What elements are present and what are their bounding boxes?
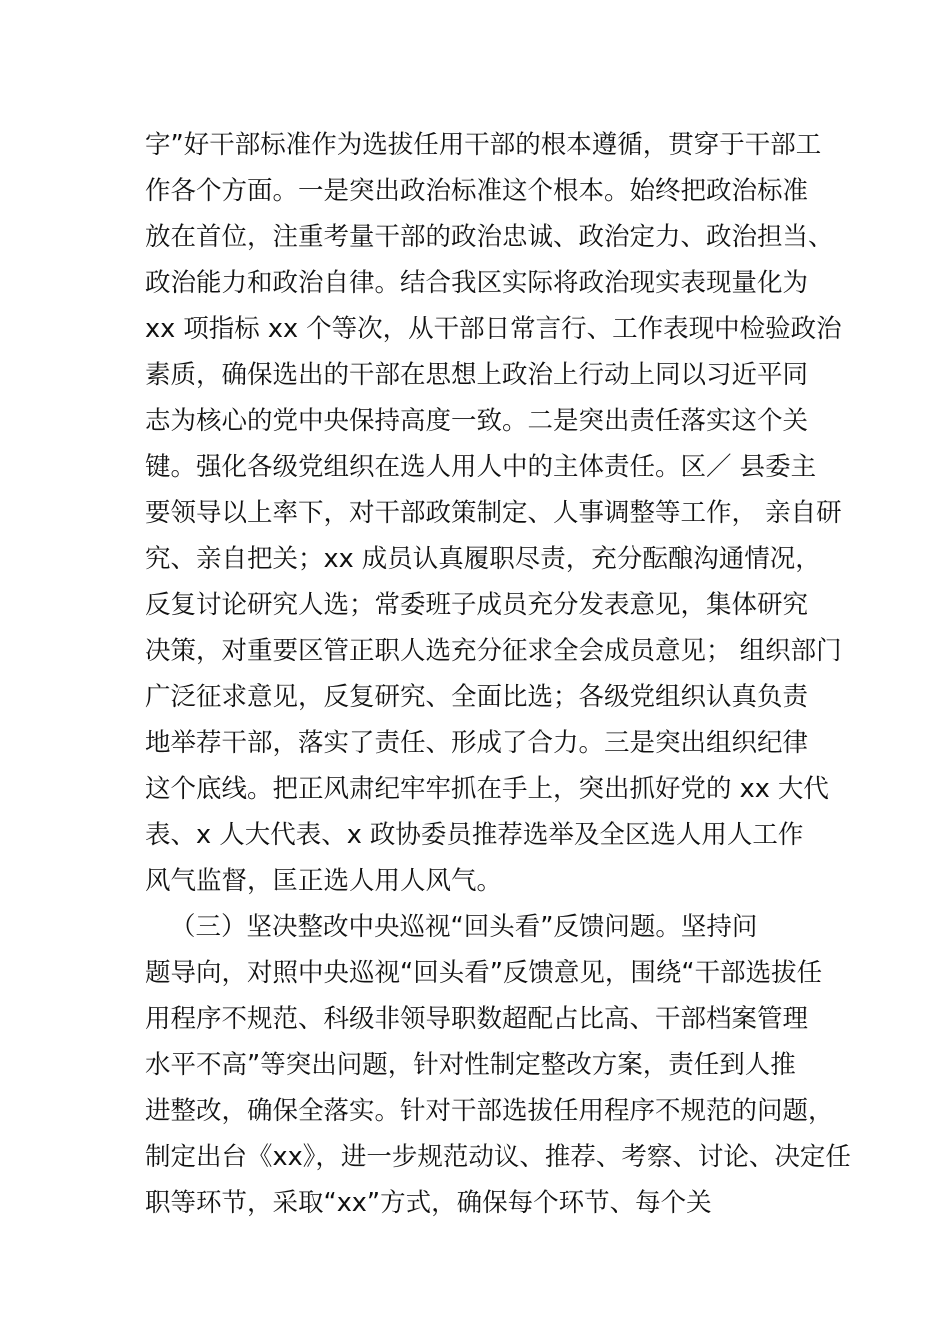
text-line: 放在首位，注重考量干部的政治忠诚、政治定力、政治担当、	[145, 222, 834, 252]
text-line: 键。强化各级党组织在选人用人中的主体责任。区／ 县委主	[145, 452, 817, 482]
text-line: 字”好干部标准作为选拔任用干部的根本遵循，贯穿于干部工	[145, 130, 822, 160]
text-line: 作各个方面。一是突出政治标准这个根本。始终把政治标准	[145, 176, 809, 206]
text-line: 进整改，确保全落实。针对干部选拔任用程序不规范的问题，	[145, 1096, 834, 1126]
text-line: 政治能力和政治自律。结合我区实际将政治现实表现量化为	[145, 268, 809, 298]
text-line: 志为核心的党中央保持高度一致。二是突出责任落实这个关	[145, 406, 809, 436]
text-line: xx 项指标 xx 个等次，从干部日常言行、工作表现中检验政治	[145, 314, 842, 344]
section-heading-line: （三）坚决整改中央巡视“回头看”反馈问题。坚持问	[170, 912, 758, 942]
text-line: 广泛征求意见，反复研究、全面比选；各级党组织认真负责	[145, 682, 809, 712]
text-line: 表、x 人大代表、x 政协委员推荐选举及全区选人用人工作	[145, 820, 804, 850]
text-line: 究、亲自把关；xx 成员认真履职尽责，充分酝酿沟通情况，	[145, 544, 821, 574]
text-line: 决策，对重要区管正职人选充分征求全会成员意见； 组织部门	[145, 636, 842, 666]
text-line: 要领导以上率下，对干部政策制定、人事调整等工作， 亲自研	[145, 498, 842, 528]
body-text	[145, 122, 851, 1226]
text-line: 用程序不规范、科级非领导职数超配占比高、干部档案管理	[145, 1004, 809, 1034]
text-line: 题导向，对照中央巡视“回头看”反馈意见，围绕“干部选拔任	[145, 958, 823, 988]
text-line: 这个底线。把正风肃纪牢牢抓在手上，突出抓好党的 xx 大代	[145, 774, 829, 804]
text-line: 风气监督，匡正选人用人风气。	[145, 866, 503, 896]
text-line: 地举荐干部，落实了责任、形成了合力。三是突出组织纪律	[145, 728, 809, 758]
text-line: 水平不高”等突出问题，针对性制定整改方案，责任到人推	[145, 1050, 796, 1080]
text-line: 素质，确保选出的干部在思想上政治上行动上同以习近平同	[145, 360, 809, 390]
text-line: 反复讨论研究人选；常委班子成员充分发表意见，集体研究	[145, 590, 809, 620]
text-line: 制定出台《xx》，进一步规范动议、推荐、考察、讨论、决定任	[145, 1142, 851, 1172]
text-line: 职等环节，采取“xx”方式，确保每个环节、每个关	[145, 1188, 712, 1218]
